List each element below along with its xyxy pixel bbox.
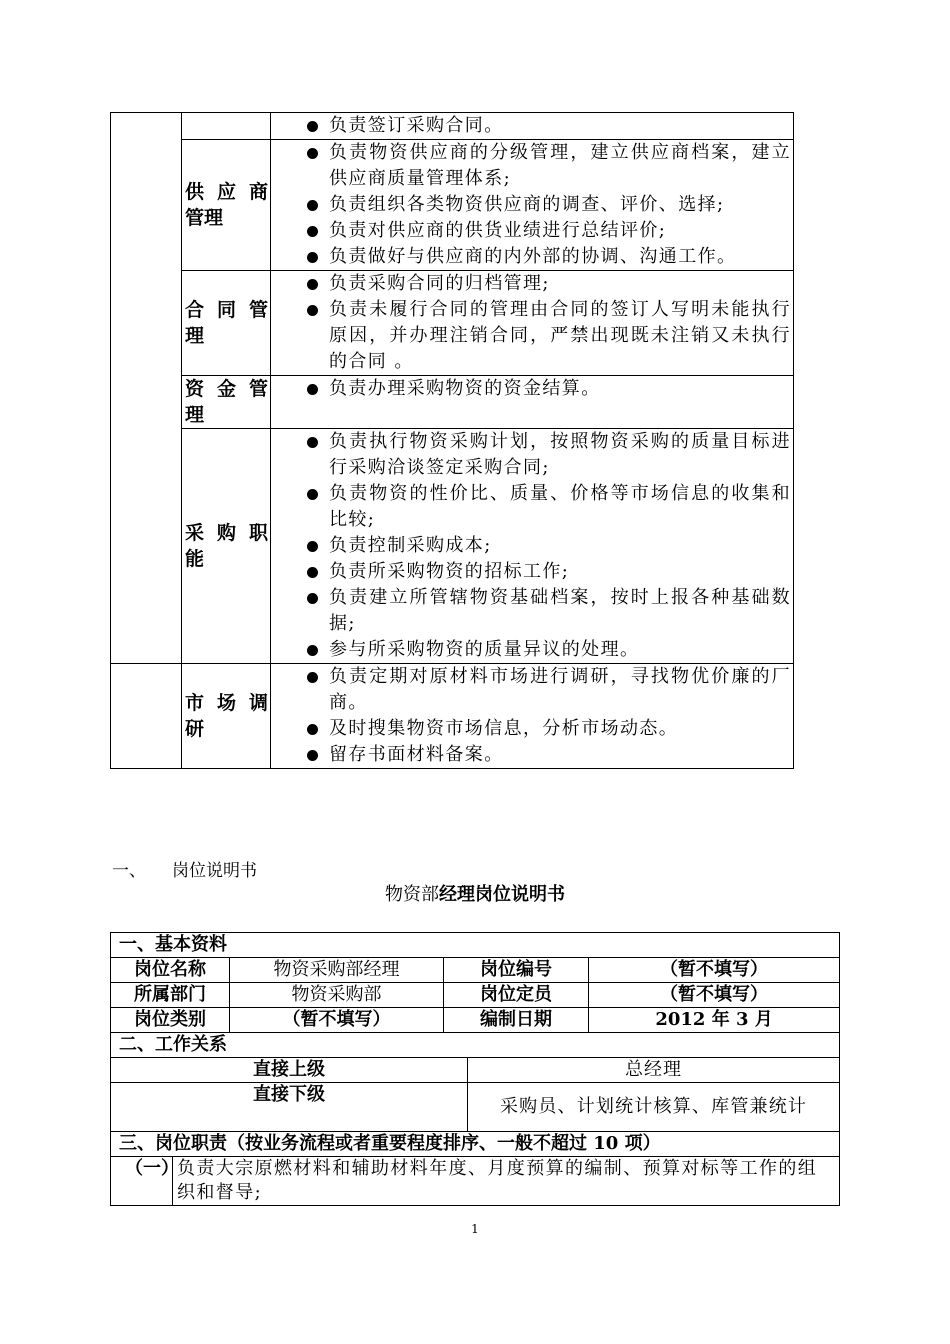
value-cell: 2012 年 3 月: [589, 1008, 840, 1033]
section-heading: [112, 856, 257, 881]
table-row: [111, 1008, 840, 1033]
category-label-line2: 能: [185, 548, 205, 570]
label-cell: 直接下级: [111, 1083, 468, 1132]
list-item: 负责未履行合同的管理由合同的签订人写明未能执行原因，并办理注销合同，严禁出现既未注销又未执行的合同 。: [271, 297, 791, 375]
category-label: 资 金 管: [185, 378, 268, 400]
category-cell: [182, 376, 271, 429]
title-prefix: 物资部: [385, 884, 439, 905]
value-cell: （暂不填写）: [589, 983, 840, 1008]
category-label: 合 同 管: [185, 299, 268, 321]
duty-text: 负责大宗原燃材料和辅助材料年度、月度预算的编制、预算对标等工作的组织和督导;: [173, 1157, 840, 1206]
list-item: 负责所采购物资的招标工作;: [271, 559, 791, 585]
table-row: [111, 140, 794, 271]
list-item: 负责定期对原材料市场进行调研，寻找物优价廉的厂商。: [271, 664, 791, 716]
list-item: 负责组织各类物资供应商的调查、评价、选择;: [271, 192, 791, 218]
value-cell: （暂不填写）: [230, 1008, 444, 1033]
label-cell: 岗位编号: [444, 958, 589, 983]
list-item: 负责执行物资采购计划，按照物资采购的质量目标进行采购洽谈签定采购合同;: [271, 429, 791, 481]
section-number: 一、: [112, 861, 146, 881]
page-title: [0, 880, 950, 906]
list-item: 及时搜集物资市场信息，分析市场动态。: [271, 716, 791, 742]
category-cell: [182, 140, 271, 271]
category-label-line2: 研: [185, 718, 205, 740]
table-row: [111, 664, 794, 769]
list-item: 负责签订采购合同。: [271, 113, 791, 139]
category-cell: [182, 113, 271, 140]
section-header: 二、工作关系: [111, 1033, 840, 1058]
category-label: 市 场 调: [185, 692, 268, 714]
category-cell: [182, 664, 271, 769]
duty-number: （一）: [111, 1157, 173, 1206]
table-row: [111, 1058, 840, 1083]
section-header: 一、基本资料: [111, 933, 840, 958]
table-cell: [111, 113, 182, 664]
title-bold: 经理岗位说明书: [439, 884, 565, 905]
items-cell: [271, 113, 794, 140]
table-row: [111, 113, 794, 140]
list-item: 负责采购合同的归档管理;: [271, 271, 791, 297]
section-header: 三、岗位职责（按业务流程或者重要程度排序、一般不超过 10 项）: [111, 1132, 840, 1157]
value-cell: （暂不填写）: [589, 958, 840, 983]
page-number: 1: [471, 1222, 479, 1236]
list-item: 负责做好与供应商的内外部的协调、沟通工作。: [271, 244, 791, 270]
category-label: 采 购 职: [185, 522, 268, 544]
list-item: 参与所采购物资的质量异议的处理。: [271, 637, 791, 663]
category-label: 供 应 商: [185, 181, 268, 203]
category-label-line2: 理: [185, 325, 205, 347]
label-cell: 编制日期: [444, 1008, 589, 1033]
items-cell: [271, 271, 794, 376]
table-row: [111, 983, 840, 1008]
items-cell: [271, 376, 794, 429]
table-row: [111, 429, 794, 664]
table-row: [111, 958, 840, 983]
category-label-line2: 管理: [185, 207, 224, 229]
category-cell: [182, 429, 271, 664]
table-row: [111, 1132, 840, 1157]
table-row: [111, 933, 840, 958]
section-title: 岗位说明书: [172, 861, 257, 881]
table-row: [111, 271, 794, 376]
label-cell: 所属部门: [111, 983, 230, 1008]
list-item: 负责控制采购成本;: [271, 533, 791, 559]
responsibilities-table: [110, 112, 794, 769]
category-cell: [182, 271, 271, 376]
list-item: 留存书面材料备案。: [271, 742, 791, 768]
label-cell: 岗位类别: [111, 1008, 230, 1033]
table-row: [111, 1083, 840, 1132]
label-cell: 直接上级: [111, 1058, 468, 1083]
table-row: [111, 1157, 840, 1206]
category-label-line2: 理: [185, 404, 205, 426]
list-item: 负责物资供应商的分级管理，建立供应商档案，建立供应商质量管理体系;: [271, 140, 791, 192]
items-cell: [271, 664, 794, 769]
list-item: 负责物资的性价比、质量、价格等市场信息的收集和比较;: [271, 481, 791, 533]
items-cell: [271, 429, 794, 664]
list-item: 负责办理采购物资的资金结算。: [271, 376, 791, 402]
table-cell: [111, 664, 182, 769]
list-item: 负责建立所管辖物资基础档案，按时上报各种基础数据;: [271, 585, 791, 637]
job-description-table: [110, 932, 840, 1206]
label-cell: 岗位定员: [444, 983, 589, 1008]
list-item: 负责对供应商的供货业绩进行总结评价;: [271, 218, 791, 244]
label-cell: 岗位名称: [111, 958, 230, 983]
value-cell: 采购员、计划统计核算、库管兼统计: [468, 1083, 840, 1132]
value-cell: 总经理: [468, 1058, 840, 1083]
table-row: [111, 376, 794, 429]
value-cell: 物资采购部经理: [230, 958, 444, 983]
table-row: [111, 1033, 840, 1058]
value-cell: 物资采购部: [230, 983, 444, 1008]
items-cell: [271, 140, 794, 271]
